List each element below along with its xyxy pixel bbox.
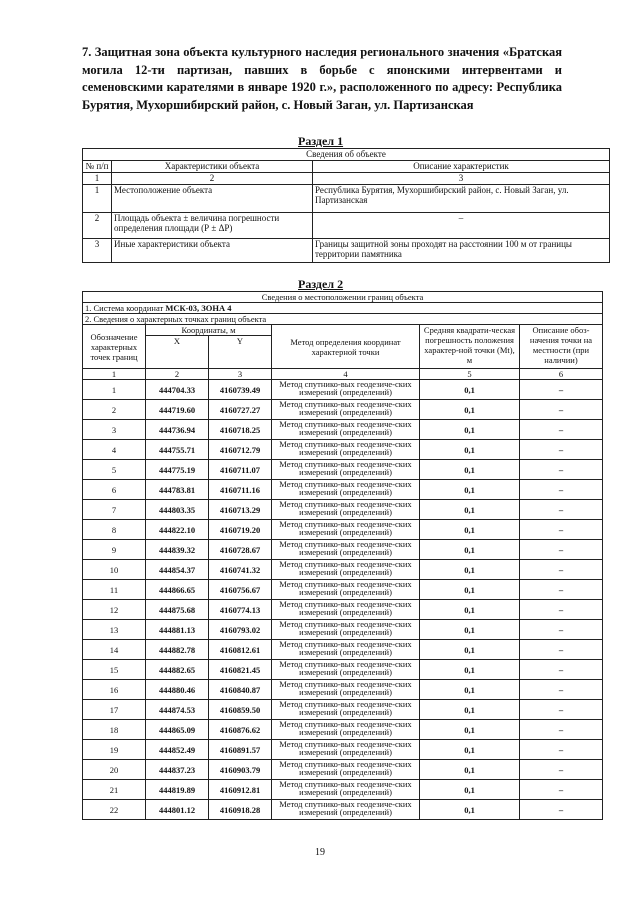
table-row <box>83 540 603 560</box>
point-y: 4160728.67 <box>209 540 272 560</box>
point-x: 444803.35 <box>146 500 209 520</box>
table-row <box>83 600 603 620</box>
point-method: Метод спутнико-вых геодезиче-ских измерений (определений) <box>272 560 420 580</box>
point-y: 4160812.61 <box>209 640 272 660</box>
point-x: 444801.12 <box>146 800 209 820</box>
colnum: 1 <box>83 369 146 380</box>
point-x: 444775.19 <box>146 460 209 480</box>
point-precision: 0,1 <box>420 780 520 800</box>
point-description: – <box>520 560 603 580</box>
point-method: Метод спутнико-вых геодезиче-ских измерений (определений) <box>272 800 420 820</box>
point-precision: 0,1 <box>420 660 520 680</box>
point-method: Метод спутнико-вых геодезиче-ских измерений (определений) <box>272 440 420 460</box>
section1-caption: Сведения об объекте <box>83 149 610 161</box>
point-precision: 0,1 <box>420 700 520 720</box>
point-y: 4160903.79 <box>209 760 272 780</box>
point-precision: 0,1 <box>420 480 520 500</box>
point-number: 17 <box>83 700 146 720</box>
header-method: Метод определения координат характерной точки <box>272 325 420 369</box>
point-description: – <box>520 800 603 820</box>
header-y: Y <box>209 336 272 369</box>
table-row <box>83 420 603 440</box>
table-row <box>83 380 603 400</box>
table-row <box>83 700 603 720</box>
point-x: 444755.71 <box>146 440 209 460</box>
point-description: – <box>520 720 603 740</box>
row-characteristic: Местоположение объекта <box>112 185 313 213</box>
row-description: Республика Бурятия, Мухоршибирский район, с. Новый Заган, ул. Партизанская <box>313 185 610 213</box>
table-row <box>83 640 603 660</box>
point-number: 8 <box>83 520 146 540</box>
point-y: 4160876.62 <box>209 720 272 740</box>
table-row <box>83 239 610 263</box>
point-x: 444852.49 <box>146 740 209 760</box>
point-precision: 0,1 <box>420 800 520 820</box>
point-x: 444854.37 <box>146 560 209 580</box>
point-precision: 0,1 <box>420 720 520 740</box>
point-x: 444783.81 <box>146 480 209 500</box>
table-row <box>83 460 603 480</box>
point-y: 4160741.32 <box>209 560 272 580</box>
point-method: Метод спутнико-вых геодезиче-ских измерений (определений) <box>272 420 420 440</box>
point-number: 6 <box>83 480 146 500</box>
point-precision: 0,1 <box>420 400 520 420</box>
table-row <box>83 680 603 700</box>
point-description: – <box>520 400 603 420</box>
point-x: 444866.65 <box>146 580 209 600</box>
point-method: Метод спутнико-вых геодезиче-ских измерений (определений) <box>272 620 420 640</box>
point-method: Метод спутнико-вых геодезиче-ских измерений (определений) <box>272 600 420 620</box>
coordinate-system-value: МСК-03, ЗОНА 4 <box>165 303 232 313</box>
point-number: 19 <box>83 740 146 760</box>
point-y: 4160711.07 <box>209 460 272 480</box>
point-number: 12 <box>83 600 146 620</box>
point-x: 444839.32 <box>146 540 209 560</box>
point-number: 1 <box>83 380 146 400</box>
section1-title: Раздел 1 <box>298 134 344 148</box>
table-row <box>83 780 603 800</box>
colnum: 3 <box>209 369 272 380</box>
point-y: 4160821.45 <box>209 660 272 680</box>
point-number: 15 <box>83 660 146 680</box>
point-number: 16 <box>83 680 146 700</box>
point-description: – <box>520 500 603 520</box>
table-row <box>83 800 603 820</box>
header-point-description: Описание обоз-начения точки на местности (при наличии) <box>520 325 603 369</box>
point-y: 4160718.25 <box>209 420 272 440</box>
point-method: Метод спутнико-вых геодезиче-ских измерений (определений) <box>272 700 420 720</box>
point-method: Метод спутнико-вых геодезиче-ских измерений (определений) <box>272 760 420 780</box>
point-method: Метод спутнико-вых геодезиче-ских измерений (определений) <box>272 780 420 800</box>
point-description: – <box>520 680 603 700</box>
point-x: 444736.94 <box>146 420 209 440</box>
point-method: Метод спутнико-вых геодезиче-ских измерений (определений) <box>272 500 420 520</box>
point-precision: 0,1 <box>420 580 520 600</box>
point-number: 14 <box>83 640 146 660</box>
colnum: 5 <box>420 369 520 380</box>
point-precision: 0,1 <box>420 740 520 760</box>
point-precision: 0,1 <box>420 620 520 640</box>
point-number: 21 <box>83 780 146 800</box>
table-row <box>83 213 610 239</box>
point-precision: 0,1 <box>420 680 520 700</box>
point-precision: 0,1 <box>420 600 520 620</box>
section2-caption: Сведения о местоположении границ объекта <box>83 292 603 303</box>
point-y: 4160859.50 <box>209 700 272 720</box>
row-number: 2 <box>83 213 112 239</box>
table-row <box>83 185 610 213</box>
header-point-designation: Обозначение характерных точек границ <box>83 325 146 369</box>
point-number: 3 <box>83 420 146 440</box>
point-method: Метод спутнико-вых геодезиче-ских измерений (определений) <box>272 520 420 540</box>
coordinate-system <box>83 303 603 314</box>
point-number: 11 <box>83 580 146 600</box>
section2-title: Раздел 2 <box>298 277 344 291</box>
point-description: – <box>520 380 603 400</box>
table-row <box>83 440 603 460</box>
point-x: 444882.65 <box>146 660 209 680</box>
header-description: Описание характеристик <box>313 161 610 173</box>
point-description: – <box>520 440 603 460</box>
point-number: 10 <box>83 560 146 580</box>
point-number: 2 <box>83 400 146 420</box>
points-body <box>83 380 603 820</box>
point-x: 444881.13 <box>146 620 209 640</box>
point-precision: 0,1 <box>420 460 520 480</box>
point-y: 4160840.87 <box>209 680 272 700</box>
point-method: Метод спутнико-вых геодезиче-ских измерений (определений) <box>272 680 420 700</box>
table-row <box>83 520 603 540</box>
point-precision: 0,1 <box>420 420 520 440</box>
point-description: – <box>520 520 603 540</box>
point-y: 4160711.16 <box>209 480 272 500</box>
point-description: – <box>520 660 603 680</box>
colnum: 2 <box>146 369 209 380</box>
table-row <box>83 480 603 500</box>
point-number: 5 <box>83 460 146 480</box>
point-y: 4160793.02 <box>209 620 272 640</box>
point-y: 4160891.57 <box>209 740 272 760</box>
point-y: 4160918.28 <box>209 800 272 820</box>
colnum: 1 <box>83 173 112 185</box>
point-y: 4160727.27 <box>209 400 272 420</box>
point-precision: 0,1 <box>420 500 520 520</box>
point-description: – <box>520 760 603 780</box>
table-row <box>83 580 603 600</box>
point-method: Метод спутнико-вых геодезиче-ских измерений (определений) <box>272 660 420 680</box>
object-info-table <box>82 148 610 263</box>
point-description: – <box>520 740 603 760</box>
header-x: X <box>146 336 209 369</box>
point-y: 4160774.13 <box>209 600 272 620</box>
point-x: 444880.46 <box>146 680 209 700</box>
point-x: 444719.60 <box>146 400 209 420</box>
header-coordinates: Координаты, м <box>146 325 272 336</box>
zone-heading: 7. Защитная зона объекта культурного наследия регионального значения «Братская могила 12-ти партизан, павших в борьбе с японскими интервентами и семеновскими карателями в январе 1920 г.», расположенного по адресу: Республика Бурятия, Мухоршибирский район, с. Новый Заган, ул. Партизанская <box>82 45 562 112</box>
table-row <box>83 620 603 640</box>
points-caption: 2. Сведения о характерных точках границ объекта <box>83 314 603 325</box>
colnum: 2 <box>112 173 313 185</box>
table-row <box>83 400 603 420</box>
point-y: 4160713.29 <box>209 500 272 520</box>
point-number: 18 <box>83 720 146 740</box>
point-description: – <box>520 700 603 720</box>
point-description: – <box>520 620 603 640</box>
point-precision: 0,1 <box>420 640 520 660</box>
point-number: 22 <box>83 800 146 820</box>
point-y: 4160756.67 <box>209 580 272 600</box>
row-characteristic: Площадь объекта ± величина погрешности определения площади (Р ± ΔР) <box>112 213 313 239</box>
row-characteristic: Иные характеристики объекта <box>112 239 313 263</box>
colnum: 4 <box>272 369 420 380</box>
point-description: – <box>520 780 603 800</box>
colnum: 3 <box>313 173 610 185</box>
point-description: – <box>520 580 603 600</box>
point-precision: 0,1 <box>420 440 520 460</box>
table-row <box>83 760 603 780</box>
point-x: 444822.10 <box>146 520 209 540</box>
point-description: – <box>520 540 603 560</box>
point-method: Метод спутнико-вых геодезиче-ских измерений (определений) <box>272 740 420 760</box>
point-x: 444882.78 <box>146 640 209 660</box>
point-description: – <box>520 480 603 500</box>
point-y: 4160719.20 <box>209 520 272 540</box>
point-precision: 0,1 <box>420 760 520 780</box>
point-method: Метод спутнико-вых геодезиче-ских измерений (определений) <box>272 400 420 420</box>
point-description: – <box>520 460 603 480</box>
header-precision: Средняя квадрати-ческая погрешность положения характер-ной точки (Mt), м <box>420 325 520 369</box>
point-x: 444865.09 <box>146 720 209 740</box>
row-number: 3 <box>83 239 112 263</box>
point-number: 9 <box>83 540 146 560</box>
point-number: 7 <box>83 500 146 520</box>
point-description: – <box>520 420 603 440</box>
table-row <box>83 740 603 760</box>
point-precision: 0,1 <box>420 540 520 560</box>
point-method: Метод спутнико-вых геодезиче-ских измерений (определений) <box>272 460 420 480</box>
point-x: 444874.53 <box>146 700 209 720</box>
point-method: Метод спутнико-вых геодезиче-ских измерений (определений) <box>272 640 420 660</box>
point-method: Метод спутнико-вых геодезиче-ских измерений (определений) <box>272 480 420 500</box>
point-number: 20 <box>83 760 146 780</box>
point-x: 444837.23 <box>146 760 209 780</box>
point-precision: 0,1 <box>420 560 520 580</box>
point-y: 4160912.81 <box>209 780 272 800</box>
point-x: 444875.68 <box>146 600 209 620</box>
row-number: 1 <box>83 185 112 213</box>
point-method: Метод спутнико-вых геодезиче-ских измерений (определений) <box>272 580 420 600</box>
point-y: 4160739.49 <box>209 380 272 400</box>
point-precision: 0,1 <box>420 380 520 400</box>
colnum: 6 <box>520 369 603 380</box>
header-number: № п/п <box>83 161 112 173</box>
point-description: – <box>520 600 603 620</box>
coordinate-system-label: 1. Система координат <box>85 303 166 313</box>
table-row <box>83 660 603 680</box>
point-method: Метод спутнико-вых геодезиче-ских измерений (определений) <box>272 380 420 400</box>
boundary-points-table <box>82 291 603 820</box>
point-method: Метод спутнико-вых геодезиче-ских измерений (определений) <box>272 540 420 560</box>
table-row <box>83 500 603 520</box>
table-row <box>83 560 603 580</box>
header-characteristic: Характеристики объекта <box>112 161 313 173</box>
point-description: – <box>520 640 603 660</box>
point-number: 4 <box>83 440 146 460</box>
row-description: Границы защитной зоны проходят на расстоянии 100 м от границы территории памятника <box>313 239 610 263</box>
point-x: 444704.33 <box>146 380 209 400</box>
point-y: 4160712.79 <box>209 440 272 460</box>
point-method: Метод спутнико-вых геодезиче-ских измерений (определений) <box>272 720 420 740</box>
point-precision: 0,1 <box>420 520 520 540</box>
page-number: 19 <box>315 847 325 858</box>
point-x: 444819.89 <box>146 780 209 800</box>
row-description: – <box>313 213 610 239</box>
point-number: 13 <box>83 620 146 640</box>
table-row <box>83 720 603 740</box>
